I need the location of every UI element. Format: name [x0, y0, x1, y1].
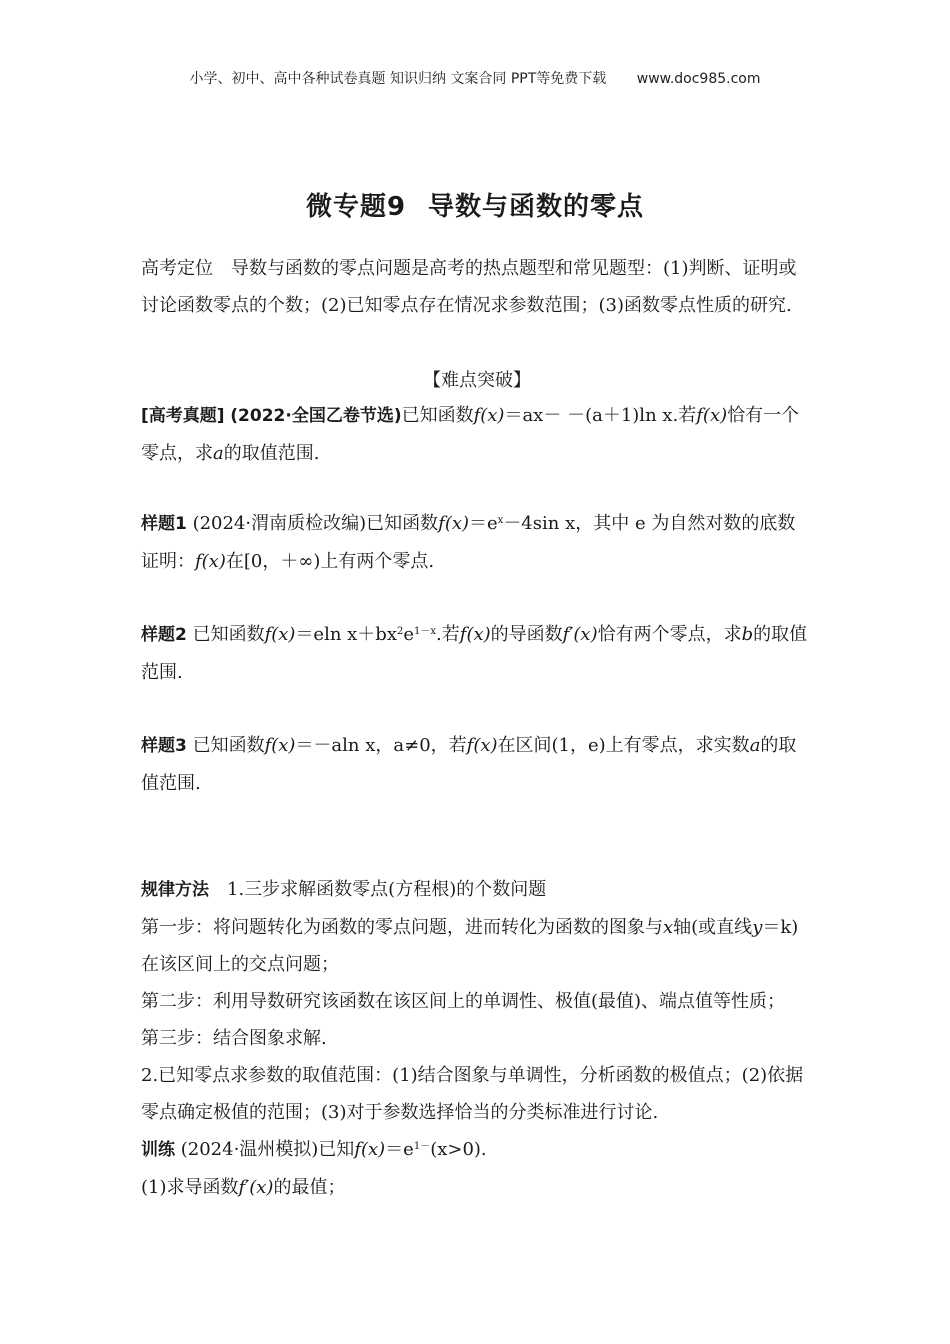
training-t3: (x>0).	[430, 1139, 487, 1160]
ex2-fpx: f′(x)	[562, 624, 598, 645]
method-step3: 第三步：结合图象求解.	[141, 1028, 327, 1049]
method-line1: 1.三步求解函数零点(方程根)的个数问题	[227, 879, 547, 900]
ex2-t5: 的导函数	[490, 624, 563, 645]
header-site[interactable]: www.doc985.com	[636, 71, 761, 87]
real-exam-minus: －	[567, 405, 586, 426]
positioning-text: 导数与函数的零点问题是高考的热点题型和常见题型：(1)判断、证明或讨论函数零点的个数；(2)已知零点存在情况求参数范围；(3)函数零点性质的研究.	[141, 258, 797, 316]
real-exam-tag: [高考真题]	[141, 406, 225, 426]
ex2-t1: 已知函数	[192, 624, 265, 645]
section-heading: 【难点突破】	[423, 370, 531, 391]
method-x: x	[663, 917, 674, 938]
ex1-sup: x	[497, 515, 504, 526]
method-line2: 2.已知零点求参数的取值范围：(1)结合图象与单调性，分析函数的极值点；(2)依据零点确定极值的范围；(3)对于参数选择恰当的分类标准进行讨论.	[141, 1065, 804, 1123]
positioning-label: 高考定位	[141, 258, 213, 279]
ex2-t2: ＝eln x＋bx	[295, 624, 397, 645]
real-exam-eq-c: 恰有一个零点，求	[141, 405, 800, 464]
method-label: 规律方法	[141, 880, 209, 900]
real-exam-eq-a: ＝ax－	[504, 405, 562, 426]
training-fpx: f′(x)	[238, 1177, 274, 1198]
ex2-t6: 恰有两个零点，求	[597, 624, 742, 645]
ex1-label: 样题1	[141, 514, 187, 534]
training-t1: 已知	[318, 1139, 355, 1160]
ex3-fx-2: f(x)	[466, 735, 498, 756]
method-block	[141, 871, 813, 1206]
page-header	[0, 68, 950, 88]
ex1-t1: 已知函数	[366, 513, 439, 534]
ex1-source: (2024·渭南质检改编)	[192, 513, 367, 534]
method-step1c: ＝k)在该区间上的交点问题；	[141, 917, 799, 975]
ex2-t4: .若	[436, 624, 460, 645]
training-label: 训练	[141, 1140, 175, 1160]
ex1-t2: ＝e	[469, 513, 498, 534]
ex1-t4: 证明：	[141, 551, 195, 572]
ex2-t3: e	[403, 624, 415, 645]
header-text: 小学、初中、高中各种试卷真题 知识归纳 文案合同 PPT等免费下载	[189, 71, 607, 87]
training-source: (2024·温州模拟)	[180, 1139, 319, 1160]
title-right: 导数与函数的零点	[428, 192, 645, 222]
ex1-fx: f(x)	[438, 513, 470, 534]
ex3-a: a	[749, 735, 761, 756]
method-step1b: 轴(或直线	[673, 917, 753, 938]
ex3-label: 样题3	[141, 736, 187, 756]
ex3-fx: f(x)	[264, 735, 296, 756]
ex2-fx-2: f(x)	[459, 624, 491, 645]
ex3-t3: 在区间(1，e)上有零点，求实数	[497, 735, 750, 756]
real-exam-end: 的取值范围.	[223, 443, 320, 464]
ex1-t3: －4sin x，其中 e 为自然对数的底数	[503, 513, 796, 534]
real-exam-fx: f(x)	[473, 405, 505, 426]
real-exam-source: (2022·全国乙卷节选)	[230, 406, 402, 426]
example-3	[141, 727, 813, 802]
page-title	[0, 186, 950, 223]
ex3-t2: ＝－aln x，a≠0，若	[295, 735, 467, 756]
training-t2: ＝e	[385, 1139, 414, 1160]
ex2-b: b	[741, 624, 754, 645]
ex2-label: 样题2	[141, 625, 187, 645]
example-1	[141, 505, 813, 580]
ex3-t1: 已知函数	[192, 735, 265, 756]
title-left: 微专题9	[305, 192, 407, 222]
ex1-fx-2: f(x)	[195, 551, 226, 572]
ex2-t7: 的取值范围.	[141, 624, 808, 683]
real-exam-body-a: 已知函数	[401, 405, 474, 426]
real-exam-var-a: a	[213, 443, 224, 464]
method-step2: 第二步：利用导数研究该函数在该区间上的单调性、极值(最值)、端点值等性质；	[141, 991, 786, 1012]
ex1-t5: 在[0，＋∞)上有两个零点.	[225, 551, 435, 572]
ex2-sup2: 1－x	[414, 626, 437, 637]
real-exam-problem	[141, 397, 813, 472]
method-y: y	[752, 917, 763, 938]
training-q1a: (1)求导函数	[141, 1177, 239, 1198]
real-exam-fx-2: f(x)	[696, 405, 728, 426]
positioning-paragraph	[141, 250, 813, 324]
training-fx: f(x)	[354, 1139, 386, 1160]
ex2-sup1: 2	[397, 626, 404, 637]
ex2-fx: f(x)	[264, 624, 296, 645]
training-q1b: 的最值；	[273, 1177, 346, 1198]
real-exam-eq-b: (a＋1)ln x.若	[585, 405, 697, 426]
method-step1a: 第一步：将问题转化为函数的零点问题，进而转化为函数的图象与	[141, 917, 663, 938]
ex3-t4: 的取值范围.	[141, 735, 797, 794]
training-sup: 1－	[413, 1141, 431, 1152]
example-2	[141, 616, 813, 691]
